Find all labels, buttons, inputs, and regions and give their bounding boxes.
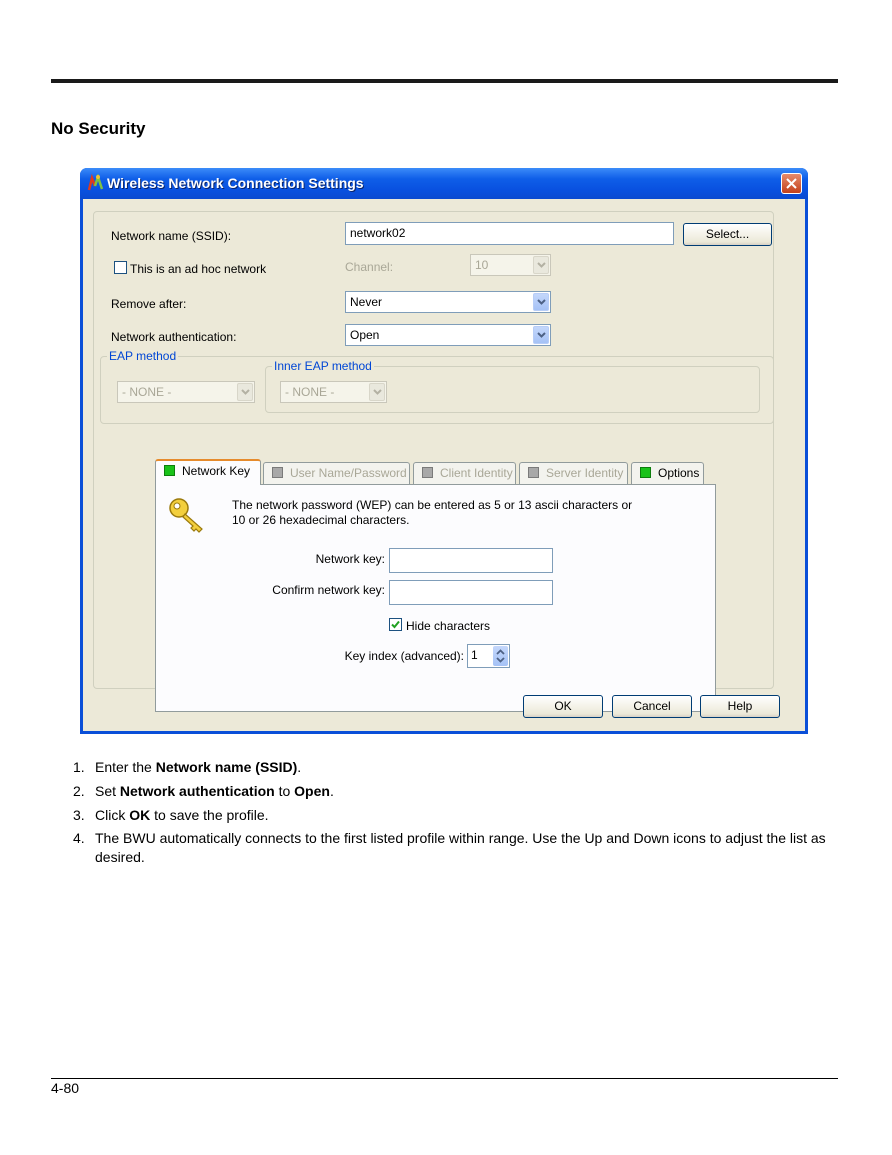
key-index-label: Key index (advanced): [344,649,464,663]
auth-select[interactable] [345,324,551,346]
select-button[interactable]: Select... [683,223,772,246]
network-key-label: Network key: [315,552,385,566]
channel-dropdown[interactable] [533,256,549,274]
wireless-settings-dialog [80,168,808,734]
inner-eap-value: - NONE - [285,385,335,399]
chevron-down-icon [537,262,546,268]
status-gray-icon [422,467,433,478]
tab-label: User Name/Password [290,466,407,480]
list-item [73,755,843,779]
tab-server-identity[interactable] [519,462,628,484]
eap-method-label: EAP method [109,349,177,363]
checkmark-icon [391,620,400,629]
spinner-icon[interactable] [493,646,508,666]
key-description-line2: 10 or 26 hexadecimal characters. [232,513,410,527]
key-index-spinner[interactable] [467,644,510,668]
ssid-input[interactable]: network02 [345,222,674,245]
list-item [73,803,843,827]
channel-value: 10 [475,258,489,272]
adhoc-label: This is an ad hoc network [130,262,267,276]
step-text-bold: OK [129,807,151,823]
channel-label: Channel: [345,260,394,274]
status-green-icon [164,465,175,476]
step-number: 3. [73,807,85,823]
tab-label: Client Identity [440,466,513,480]
tab-label: Server Identity [546,466,624,480]
chevron-down-icon [241,389,250,395]
remove-after-label: Remove after: [111,297,187,311]
step-text: The BWU automatically connects to the first listed profile within range. Use the Up and Down icons to adjust the list as desired. [95,830,826,865]
tab-label: Network Key [182,464,251,478]
help-button[interactable]: Help [700,695,780,718]
step-text: Set [95,783,120,799]
bottom-rule [51,1078,838,1079]
step-number: 2. [73,783,85,799]
remove-after-dropdown[interactable] [533,293,549,311]
wireless-network-icon [86,174,106,192]
step-text-bold: Network authentication [119,783,275,799]
page-number: 4-80 [51,1080,80,1096]
key-description-line1: The network password (WEP) can be entered as 5 or 13 ascii characters or [232,498,633,512]
section-title: No Security [51,119,146,138]
chevron-down-icon [537,332,546,338]
step-text: . [329,783,334,799]
step-text: to save the profile. [150,807,269,823]
list-item [73,779,843,803]
step-number: 4. [73,830,85,846]
tab-client-identity[interactable] [413,462,516,484]
hide-characters-checkbox[interactable] [389,618,402,631]
eap-method-select[interactable] [117,381,255,403]
status-gray-icon [528,467,539,478]
dialog-title: Wireless Network Connection Settings [107,175,364,191]
step-text: to [274,783,295,799]
step-text: Enter the [95,759,156,775]
ok-button[interactable]: OK [523,695,603,718]
hide-characters-label: Hide characters [406,619,491,633]
top-rule [51,79,838,83]
tab-user-name-password[interactable] [263,462,410,484]
step-number: 1. [73,759,85,775]
close-icon [786,178,797,189]
key-index-value: 1 [471,648,478,662]
step-text-bold: Open [294,783,330,799]
eap-method-value: - NONE - [122,385,172,399]
inner-eap-label: Inner EAP method [274,359,372,373]
confirm-key-label: Confirm network key: [272,583,385,597]
cancel-button[interactable]: Cancel [612,695,692,718]
close-button[interactable] [781,173,802,194]
inner-eap-select[interactable] [280,381,387,403]
network-key-panel [155,484,716,712]
dialog-client-area [83,199,805,731]
spinner-arrows-icon [493,646,508,666]
auth-value: Open [350,328,380,342]
inner-eap-dropdown[interactable] [369,383,385,401]
eap-method-dropdown[interactable] [237,383,253,401]
dialog-titlebar[interactable] [80,168,808,199]
list-item [73,827,843,867]
remove-after-value: Never [350,295,383,309]
confirm-key-input[interactable] [389,580,553,605]
status-gray-icon [272,467,283,478]
step-text: . [297,759,302,775]
adhoc-checkbox[interactable] [114,261,127,274]
auth-dropdown[interactable] [533,326,549,344]
channel-select[interactable] [470,254,551,276]
instructions-list [73,755,843,867]
ssid-label: Network name (SSID): [111,229,232,243]
chevron-down-icon [373,389,382,395]
key-icon [168,496,208,536]
tab-network-key[interactable] [155,459,261,485]
chevron-down-icon [537,299,546,305]
step-text: Click [95,807,130,823]
remove-after-select[interactable] [345,291,551,313]
tab-label: Options [658,466,700,480]
tab-options[interactable] [631,462,704,484]
status-green-icon [640,467,651,478]
network-key-input[interactable] [389,548,553,573]
step-text-bold: Network name (SSID) [155,759,298,775]
auth-label: Network authentication: [111,330,237,344]
